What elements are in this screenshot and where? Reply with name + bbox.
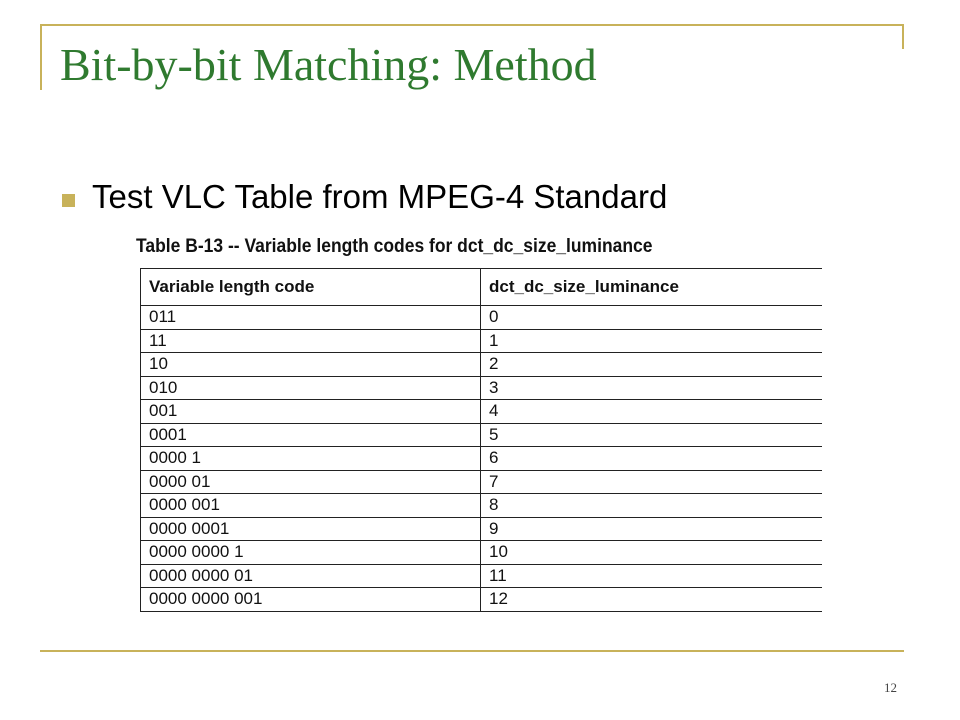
table-row bbox=[141, 588, 823, 612]
code-cell: 010 bbox=[141, 376, 481, 400]
frame-right-rule bbox=[902, 24, 904, 49]
size-cell: 0 bbox=[481, 306, 823, 330]
frame-bottom-rule bbox=[40, 650, 904, 652]
table-row bbox=[141, 541, 823, 565]
table-row bbox=[141, 306, 823, 330]
vlc-table-image bbox=[140, 268, 822, 636]
size-cell: 4 bbox=[481, 400, 823, 424]
size-cell: 11 bbox=[481, 564, 823, 588]
frame-left-rule bbox=[40, 24, 42, 90]
table-row bbox=[141, 353, 823, 377]
table-row bbox=[141, 564, 823, 588]
code-cell: 0000 1 bbox=[141, 447, 481, 471]
table-row bbox=[141, 517, 823, 541]
size-cell: 9 bbox=[481, 517, 823, 541]
size-cell: 7 bbox=[481, 470, 823, 494]
code-cell: 001 bbox=[141, 400, 481, 424]
table-row bbox=[141, 423, 823, 447]
size-cell: 5 bbox=[481, 423, 823, 447]
code-cell: 0000 01 bbox=[141, 470, 481, 494]
size-cell: 10 bbox=[481, 541, 823, 565]
size-cell: 6 bbox=[481, 447, 823, 471]
table-row bbox=[141, 400, 823, 424]
table-row bbox=[141, 447, 823, 471]
table-header-row bbox=[141, 269, 823, 306]
table-row bbox=[141, 376, 823, 400]
code-cell: 0000 0000 1 bbox=[141, 541, 481, 565]
code-cell: 11 bbox=[141, 329, 481, 353]
code-cell: 0001 bbox=[141, 423, 481, 447]
vlc-table bbox=[140, 268, 822, 612]
header-dct-dc-size-luminance: dct_dc_size_luminance bbox=[481, 269, 823, 306]
size-cell: 8 bbox=[481, 494, 823, 518]
code-cell: 0000 0000 001 bbox=[141, 588, 481, 612]
code-cell: 0000 0000 01 bbox=[141, 564, 481, 588]
table-row bbox=[141, 470, 823, 494]
bullet-text: Test VLC Table from MPEG-4 Standard bbox=[92, 178, 668, 215]
header-variable-length-code: Variable length code bbox=[141, 269, 481, 306]
page-number: 12 bbox=[884, 680, 897, 695]
code-cell: 0000 001 bbox=[141, 494, 481, 518]
frame-top-rule bbox=[40, 24, 904, 26]
size-cell: 12 bbox=[481, 588, 823, 612]
code-cell: 10 bbox=[141, 353, 481, 377]
code-cell: 0000 0001 bbox=[141, 517, 481, 541]
table-row bbox=[141, 329, 823, 353]
bullet-square-icon bbox=[62, 194, 75, 207]
table-caption: Table B-13 -- Variable length codes for dct_dc_size_luminance bbox=[136, 236, 653, 257]
size-cell: 2 bbox=[481, 353, 823, 377]
code-cell: 011 bbox=[141, 306, 481, 330]
table-row bbox=[141, 494, 823, 518]
slide-title: Bit-by-bit Matching: Method bbox=[60, 39, 597, 90]
size-cell: 3 bbox=[481, 376, 823, 400]
size-cell: 1 bbox=[481, 329, 823, 353]
